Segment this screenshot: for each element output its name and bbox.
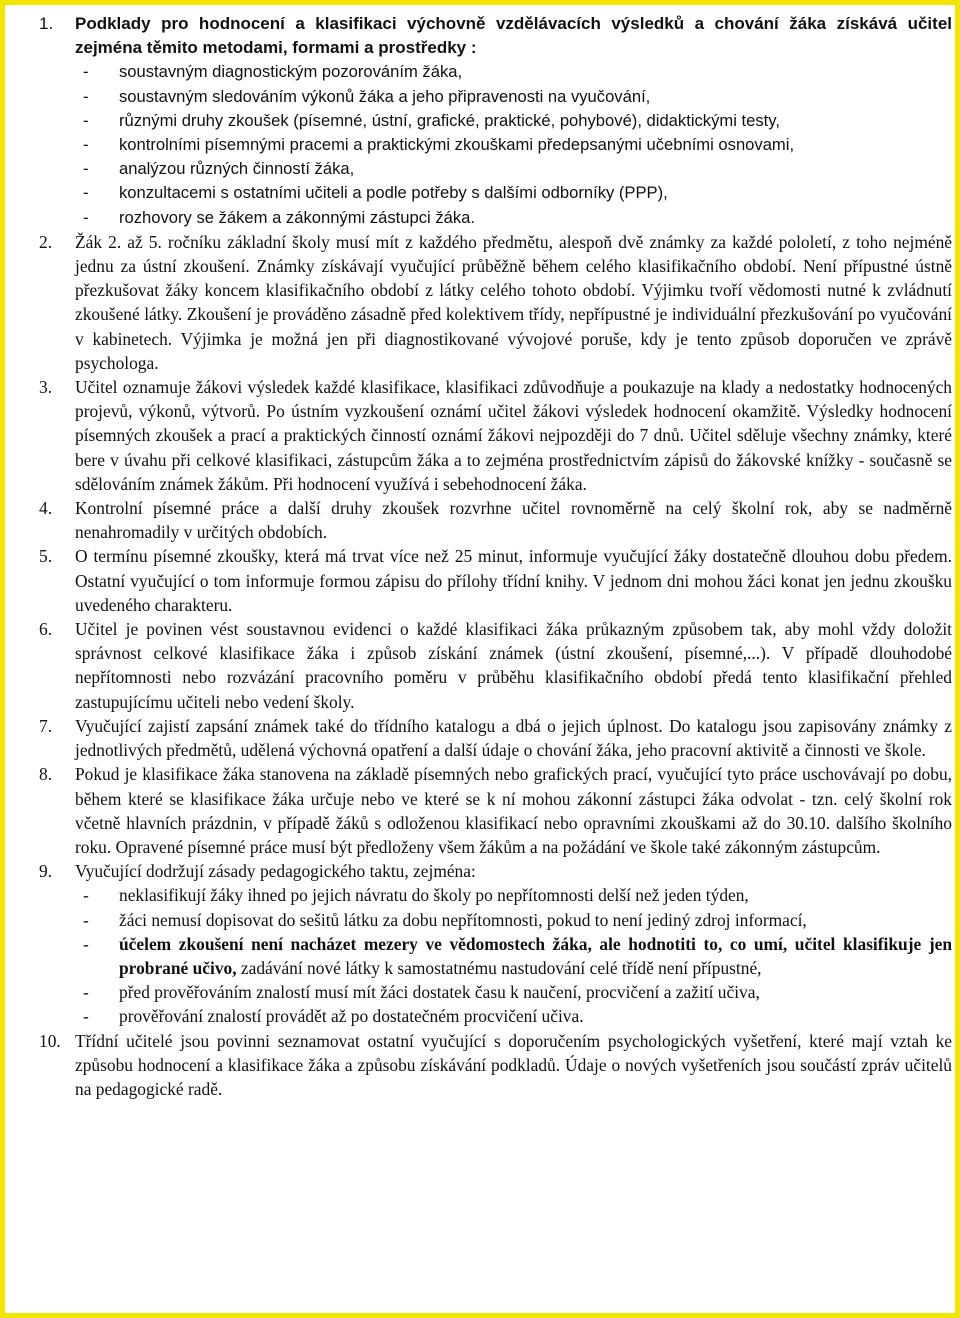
item-number: 6. xyxy=(39,619,53,640)
bullet-item: - konzultacemi s ostatními učiteli a podle potřeby s dalšími odborníky (PPP), xyxy=(83,183,668,203)
list-item-1 xyxy=(14,12,952,230)
bullet-item: - soustavným sledováním výkonů žáka a jeho připravenosti na vyučování, xyxy=(83,86,651,106)
document-content xyxy=(14,12,952,1101)
item-number: 3. xyxy=(39,377,53,398)
bullet-item: - analýzou různých činností žáka, xyxy=(83,159,355,179)
item-9-bullets xyxy=(75,883,952,1028)
item-4-text: Kontrolní písemné práce a další druhy zkoušek rozvrhne učitel rovnoměrně na celý školní rok, aby se nadměrně nenahromadily v určitých obdobích. xyxy=(75,498,952,543)
item-2-text: Žák 2. až 5. ročníku základní školy musí mít z každého předmětu, alespoň dvě známky za každé pololetí, z toho nejméně jednu za ústní zkoušení. Známky získávají vyučující průběžně během celého klasifikačního období. Není přípustné ústně přezkušovat žáky koncem klasifikačního období z látky celého tohoto období. Výjimku tvoří vědomosti nutné k zvládnutí zkoušené látky. Zkoušení je prováděno zásadně před kolektivem třídy, nepřípustné je individuální přezkušování po vyučování v kabinetech. Výjimka je možná jen při diagnostikované vývojové poruše, kdy je tento způsob doporučen ve zprávě psychologa. xyxy=(75,231,952,373)
item-number: 7. xyxy=(39,715,53,736)
item-7-text: Vyučující zajistí zapsání známek také do třídního katalogu a dbá o jejich úplnost. Do katalogu jsou zapisovány známky z jednotlivých předmětů, udělená výchovná opatření a další údaje o chování žáka, jeho pracovní aktivitě a činnosti ve škole. xyxy=(75,715,952,761)
list-item-4 xyxy=(14,496,952,544)
item-number: 4. xyxy=(39,498,53,519)
item-1-bullets xyxy=(75,60,952,229)
list-item-5 xyxy=(14,544,952,617)
list-item-10 xyxy=(14,1029,952,1102)
item-number: 2. xyxy=(39,231,53,252)
list-item-9 xyxy=(14,859,952,1028)
bullet-item: - žáci nemusí dopisovat do sešitů látku za dobu nepřítomnosti, pokud to není jediný zdroj informací, xyxy=(83,909,807,930)
item-6-text: Učitel je povinen vést soustavnou evidenci o každé klasifikaci žáka průkazným způsobem tak, aby mohl vždy doložit správnost celkové klasifikace žáka i způsob získání známek (ústní zkoušení, písemné,...). V případě dlouhodobé nepřítomnosti nebo rozvázání pracovního poměru v průběhu klasifikačního období předá tento klasifikační přehled zastupujícímu učiteli nebo vedení školy. xyxy=(75,619,952,712)
bullet-item: - před prověřováním znalostí musí mít žáci dostatek času k naučení, procvičení a zažití učiva, xyxy=(83,982,760,1003)
bullet-item: - různými druhy zkoušek (písemné, ústní, grafické, praktické, pohybové), didaktickými testy, xyxy=(83,110,780,130)
list-item-6 xyxy=(14,617,952,714)
item-number: 1. xyxy=(39,14,54,33)
item-number: 9. xyxy=(39,861,53,882)
bullet-item: - prověřování znalostí provádět až po dostatečném procvičení učiva. xyxy=(83,1006,584,1027)
item-3-text: Učitel oznamuje žákovi výsledek každé klasifikace, klasifikaci zdůvodňuje a poukazuje na klady a nedostatky hodnocených projevů, výkonů, výtvorů. Po ústním vyzkoušení oznámí učitel žákovi výsledek hodnocení okamžitě. Výsledky hodnocení písemných zkoušek a prací a praktických činností oznámí žákovi nejpozději do 7 dnů. Učitel sděluje všechny známky, které bere v úvahu při celkové klasifikaci, zástupcům žáka a to zejména prostřednictvím zápisů do žákovské knížky - současně se sdělováním známek žákům. Při hodnocení využívá i sebehodnocení žáka. xyxy=(75,377,952,494)
bullet-item: - kontrolními písemnými pracemi a praktickými zkouškami předepsanými učebními osnovami, xyxy=(83,135,795,155)
bullet-item: - soustavným diagnostickým pozorováním žáka, xyxy=(83,62,463,82)
item-1-heading: Podklady pro hodnocení a klasifikaci výchovně vzdělávacích výsledků a chování žáka získává učitel zejména těmito metodami, formami a prostředky : xyxy=(75,14,952,58)
item-number: 8. xyxy=(39,764,53,785)
list-item-8 xyxy=(14,762,952,859)
item-number: 10. xyxy=(39,1030,61,1051)
list-item-3 xyxy=(14,375,952,496)
item-number: 5. xyxy=(39,546,53,567)
list-item-7 xyxy=(14,714,952,762)
item-9-text: Vyučující dodržují zásady pedagogického taktu, zejména: xyxy=(75,861,476,882)
bullet-item: - účelem zkoušení není nacházet mezery ve vědomostech žáka, ale hodnotiti to, co umí, učitel klasifikuje jen probrané učivo, zadávání nové látky k samostatnému nastudování celé třídě není přípustné, xyxy=(83,933,952,978)
bullet-item: - rozhovory se žákem a zákonnými zástupci žáka. xyxy=(83,207,475,227)
bold-emphasis: účelem zkoušení není nacházet mezery ve vědomostech žáka, ale hodnotiti to, co umí, učitel klasifikuje jen probrané učivo, xyxy=(119,933,952,978)
list-item-2 xyxy=(14,230,952,375)
item-5-text: O termínu písemné zkoušky, která má trvat více než 25 minut, informuje vyučující žáky dostatečně dlouhou dobu předem. Ostatní vyučující o tom informuje formou zápisu do přílohy třídní knihy. V jednom dni mohou žáci konat jen jednu zkoušku uvedeného charakteru. xyxy=(75,546,952,615)
bullet-item: - neklasifikují žáky ihned po jejich návratu do školy po nepřítomnosti delší než jeden týden, xyxy=(83,885,749,906)
item-8-text: Pokud je klasifikace žáka stanovena na základě písemných nebo grafických prací, vyučující tyto práce uschovávají po dobu, během které se klasifikace žáka určuje nebo ve které se k ní mohou zákonní zástupci žáka odvolat - tzn. celý školní rok včetně hlavních prázdnin, v případě žáků s odloženou klasifikací nebo opravními zkouškami až do 30.10. dalšího školního roku. Opravené písemné práce musí být předloženy všem žákům a na požádání ve škole také zákonným zástupcům. xyxy=(75,764,952,857)
item-10-text: Třídní učitelé jsou povinni seznamovat ostatní vyučující s doporučením psychologických vyšetření, které mají vztah ke způsobu hodnocení a klasifikace žáka a způsobu získávání podkladů. Údaje o nových vyšetřeních jsou součástí zpráv učitelů na pedagogické radě. xyxy=(75,1030,952,1099)
